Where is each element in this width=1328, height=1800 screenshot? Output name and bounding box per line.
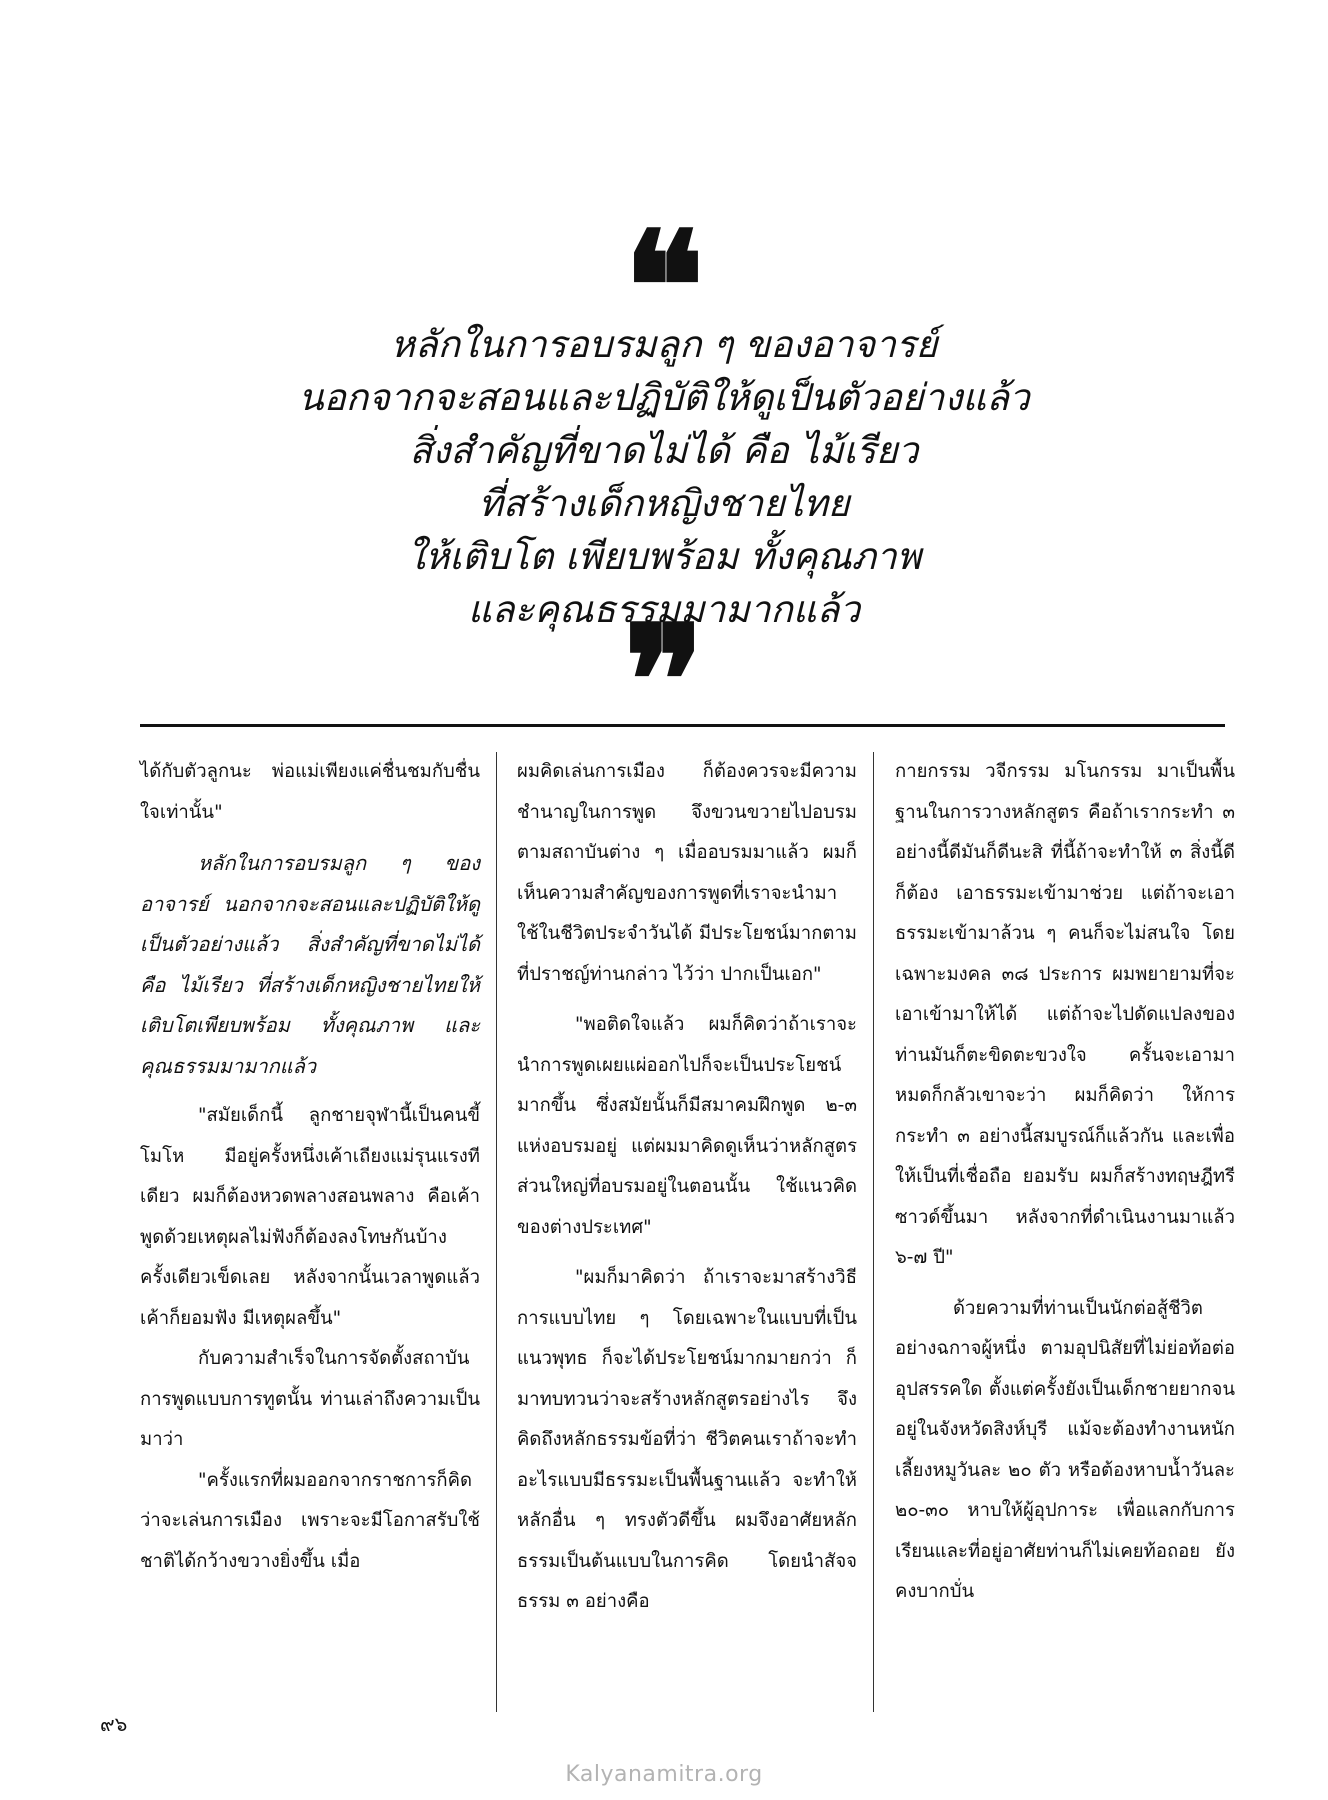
pull-quote — [200, 318, 1128, 636]
paragraph: ได้กับตัวลูกนะ พ่อแม่เพียงแค่ชื่นชมกับชื่นใจเท่านั้น" — [140, 761, 480, 823]
paragraph: ผมคิดเล่นการเมือง ก็ต้องควรจะมีความชำนาญในการพูด จึงขวนขวายไปอบรมตามสถาบันต่าง ๆ เมื่ออบรมมาแล้ว ผมก็เห็นความสำคัญของการพูดที่เราจะนำมาใช้ในชีวิตประจำวันได้ มีประโยชน์มากตามที่ปราชญ์ท่านกล่าว ไว้ว่า ปากเป็นเอก" — [517, 761, 857, 985]
pull-quote-line: นอกจากจะสอนและปฏิบัติให้ดูเป็นตัวอย่างแล้ว — [298, 376, 1030, 419]
paragraph: กับความสำเร็จในการจัดตั้งสถาบันการพูดแบบการทูตนั้น ท่านเล่าถึงความเป็นมาว่า — [140, 1348, 480, 1450]
highlighted-paragraph: หลักในการอบรมลูก ๆ ของอาจารย์ นอกจากจะสอนและปฏิบัติให้ดูเป็นตัวอย่างแล้ว สิ่งสำคัญที่ขาดไม่ได้ คือ ไม้เรียว ที่สร้างเด็กหญิงชายไทยให้เติบโตเพียบพร้อม ทั้งคุณภาพ และคุณธรรมมามากแล้ว — [140, 851, 480, 1078]
close-quote-mark: ❞ — [623, 606, 705, 696]
pull-quote-line: หลักในการอบรมลูก ๆ ของอาจารย์ — [390, 323, 938, 366]
text-column-right — [895, 752, 1235, 1613]
paragraph: "ครั้งแรกที่ผมออกจากราชการก็คิดว่าจะเล่นการเมือง เพราะจะมีโอกาสรับใช้ชาติได้กว้างขวางยิ่งขึ้น เมื่อ — [140, 1469, 480, 1572]
watermark: Kalyanamitra.org — [565, 1762, 763, 1787]
column-divider — [496, 752, 497, 1712]
open-quote-mark: ❝ — [623, 212, 705, 302]
page-number: ๙๖ — [100, 1712, 128, 1736]
paragraph: ด้วยความที่ท่านเป็นนักต่อสู้ชีวิตอย่างฉกาจผู้หนึ่ง ตามอุปนิสัยที่ไม่ย่อท้อต่ออุปสรรคใด ตั้งแต่ครั้งยังเป็นเด็กชายยากจนอยู่ในจังหวัดสิงห์บุรี แม้จะต้องทำงานหนัก เลี้ยงหมูวันละ ๒๐ ตัว หรือต้องหาบน้ำวันละ ๒๐-๓๐ หาบให้ผู้อุปการะ เพื่อแลกกับการเรียนและที่อยู่อาศัยท่านก็ไม่เคยท้อถอย ยังคงบากบั่น — [895, 1297, 1235, 1602]
paragraph: "พอติดใจแล้ว ผมก็คิดว่าถ้าเราจะนำการพูดเผยแผ่ออกไปก็จะเป็นประโยชน์มากขึ้น ซึ่งสมัยนั้นก็มีสมาคมฝึกพูด ๒-๓ แห่งอบรมอยู่ แต่ผมมาคิดดูเห็นว่าหลักสูตรส่วนใหญ่ที่อบรมอยู่ในตอนนั้น ใช้แนวคิดของต่างประเทศ" — [517, 1014, 857, 1238]
text-column-middle — [517, 752, 857, 1623]
text-column-left — [140, 752, 480, 1582]
pull-quote-line: สิ่งสำคัญที่ขาดไม่ได้ คือ ไม้เรียว — [409, 429, 919, 472]
column-divider — [873, 752, 874, 1712]
pull-quote-line: ที่สร้างเด็กหญิงชายไทย — [478, 482, 850, 525]
pull-quote-line: ให้เติบโต เพียบพร้อม ทั้งคุณภาพ — [406, 535, 922, 578]
paragraph: "สมัยเด็กนี้ ลูกชายจุฬานี้เป็นคนขี้โมโห มีอยู่ครั้งหนึ่งเค้าเถียงแม่รุนแรงทีเดียว ผมก็ต้องหวดพลางสอนพลาง คือเค้าพูดด้วยเหตุผลไม่ฟังก็ต้องลงโทษกันบ้าง ครั้งเดียวเข็ดเลย หลังจากนั้นเวลาพูดแล้วเค้าก็ยอมฟัง มีเหตุผลขึ้น" — [140, 1105, 480, 1329]
section-divider-rule — [140, 724, 1225, 727]
paragraph: "ผมก็มาคิดว่า ถ้าเราจะมาสร้างวิธีการแบบไทย ๆ โดยเฉพาะในแบบที่เป็นแนวพุทธ ก็จะได้ประโยชน์มากมายกว่า ก็มาทบทวนว่าจะสร้างหลักสูตรอย่างไร จึงคิดถึงหลักธรรมข้อที่ว่า ชีวิตคนเราถ้าจะทำอะไรแบบมีธรรมะเป็นพื้นฐานแล้ว จะทำให้หลักอื่น ๆ ทรงตัวดีขึ้น ผมจึงอาศัยหลักธรรมเป็นต้นแบบในการคิด โดยนำสัจจธรรม ๓ อย่างคือ — [517, 1267, 857, 1612]
pull-quote-line: และคุณธรรมมามากแล้ว — [467, 588, 861, 631]
paragraph: กายกรรม วจีกรรม มโนกรรม มาเป็นพื้นฐานในการวางหลักสูตร คือถ้าเรากระทำ ๓ อย่างนี้ดีมันก็ดีนะสิ ที่นี้ถ้าจะทำให้ ๓ สิ่งนี้ดีก็ต้อง เอาธรรมะเข้ามาช่วย แต่ถ้าจะเอาธรรมะเข้ามาล้วน ๆ คนก็จะไม่สนใจ โดยเฉพาะมงคล ๓๘ ประการ ผมพยายามที่จะเอาเข้ามาให้ได้ แต่ถ้าจะไปดัดแปลงของท่านมันก็ตะขิดตะขวงใจ ครั้นจะเอามาหมดก็กลัวเขาจะว่า ผมก็คิดว่า ให้การกระทำ ๓ อย่างนี้สมบูรณ์ก็แล้วกัน และเพื่อให้เป็นที่เชื่อถือ ยอมรับ ผมก็สร้างทฤษฎีทรีซาวด์ขึ้นมา หลังจากที่ดำเนินงานมาแล้ว ๖-๗ ปี" — [895, 761, 1235, 1268]
